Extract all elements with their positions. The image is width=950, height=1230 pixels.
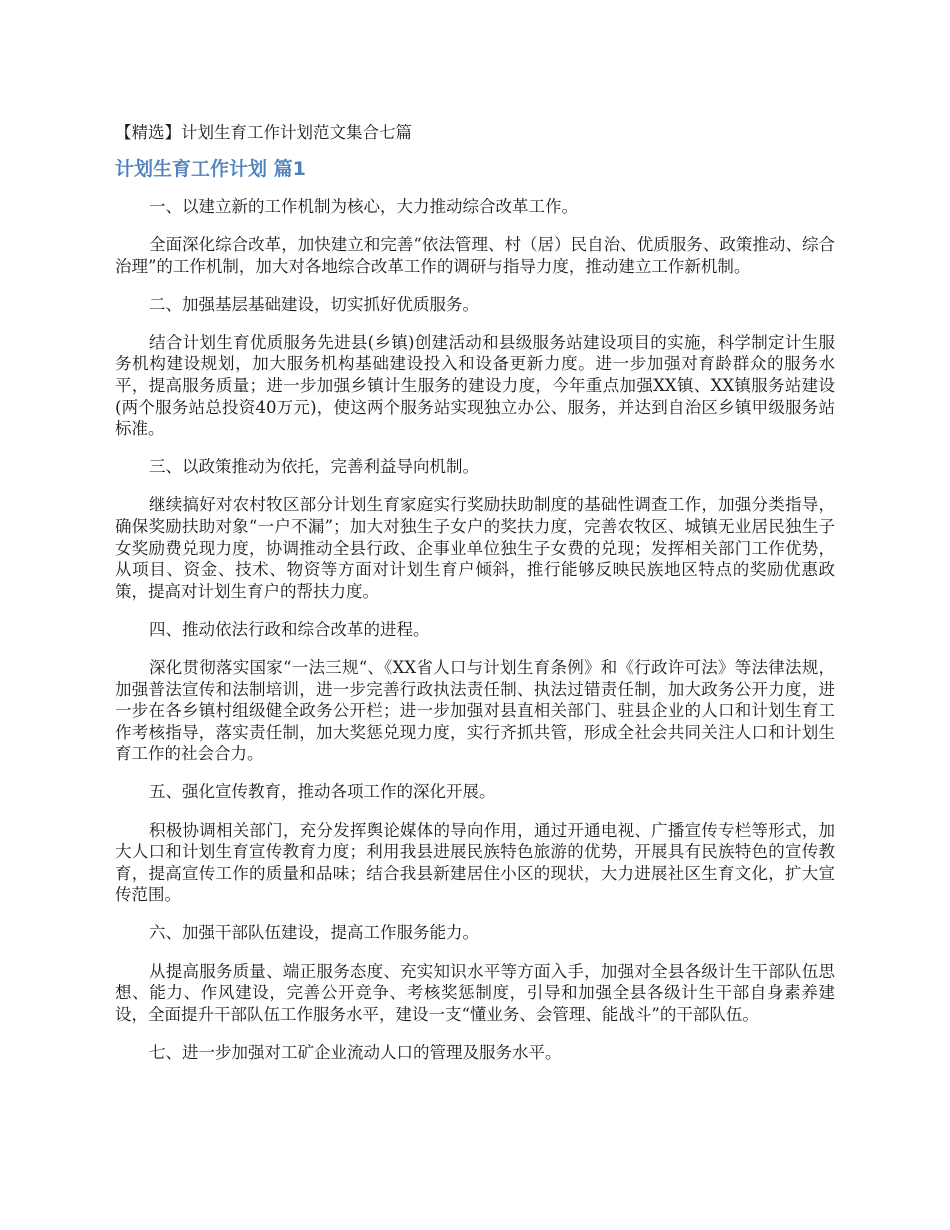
document-title: 【精选】计划生育工作计划范文集合七篇: [115, 123, 412, 142]
paragraph-2: 全面深化综合改革，加快建立和完善“依法管理、村（居）民自治、优质服务、政策推动、综合治理”的工作机制，加大对各地综合改革工作的调研与指导力度，推动建立工作新机制。: [115, 235, 835, 276]
paragraph-5: 三、以政策推动为依托，完善利益导向机制。: [149, 457, 479, 477]
paragraph-6: 继续搞好对农村牧区部分计划生育家庭实行奖励扶助制度的基础性调查工作，加强分类指导，确保奖励扶助对象“一户不漏”；加大对独生子女户的奖扶力度，完善农牧区、城镇无业居民独生子女奖励费兑现力度，协调推动全县行政、企事业单位独生子女费的兑现；发挥相关部门工作优势，从项目、资金、技术、物资等方面对计划生育户倾斜，推行能够反映民族地区特点的奖励优惠政策，提高对计划生育户的帮扶力度。: [115, 495, 835, 601]
paragraph-8: 深化贯彻落实国家“一法三规“、《XX省人口与计划生育条例》和《行政许可法》等法律法规，加强普法宣传和法制培训，进一步完善行政执法责任制、执法过错责任制，加大政务公开力度，进一步在各乡镇村组级健全政务公开栏；进一步加强对县直相关部门、驻县企业的人口和计划生育工作考核指导，落实责任制，加大奖惩兑现力度，实行齐抓共管，形成全社会共同关注人口和计划生育工作的社会合力。: [115, 658, 835, 764]
paragraph-7: 四、推动依法行政和综合改革的进程。: [149, 619, 430, 639]
paragraph-10: 积极协调相关部门，充分发挥舆论媒体的导向作用，通过开通电视、广播宣传专栏等形式，加大人口和计划生育宣传教育力度；利用我县进展民族特色旅游的优势，开展具有民族特色的宣传教育，提高宣传工作的质量和品味；结合我县新建居住小区的现状，大力进展社区生育文化，扩大宣传范围。: [115, 820, 835, 905]
paragraph-1: 一、以建立新的工作机制为核心，大力推动综合改革工作。: [149, 197, 578, 216]
section-heading: 计划生育工作计划 篇1: [115, 158, 306, 180]
paragraph-9: 五、强化宣传教育，推动各项工作的深化开展。: [149, 782, 496, 802]
document-body: [115, 120, 835, 1080]
paragraph-13: 七、进一步加强对工矿企业流动人口的管理及服务水平。: [149, 1042, 562, 1062]
paragraph-4: 结合计划生育优质服务先进县(乡镇)创建活动和县级服务站建设项目的实施，科学制定计生服务机构建设规划，加大服务机构基础建设投入和设备更新力度。进一步加强对育龄群众的服务水平，提高服务质量；进一步加强乡镇计生服务的建设力度，今年重点加强XX镇、XX镇服务站建设(两个服务站总投资40万元)，使这两个服务站实现独立办公、服务，并达到自治区乡镇甲级服务站标准。: [115, 332, 835, 439]
paragraph-12: 从提高服务质量、端正服务态度、充实知识水平等方面入手，加强对全县各级计生干部队伍思想、能力、作风建设，完善公开竞争、考核奖惩制度，引导和加强全县各级计生干部自身素养建设，全面提升干部队伍工作服务水平，建设一支“懂业务、会管理、能战斗”的干部队伍。: [115, 961, 835, 1024]
paragraph-11: 六、加强干部队伍建设，提高工作服务能力。: [149, 923, 479, 943]
paragraph-3: 二、加强基层基础建设，切实抓好优质服务。: [149, 294, 479, 314]
